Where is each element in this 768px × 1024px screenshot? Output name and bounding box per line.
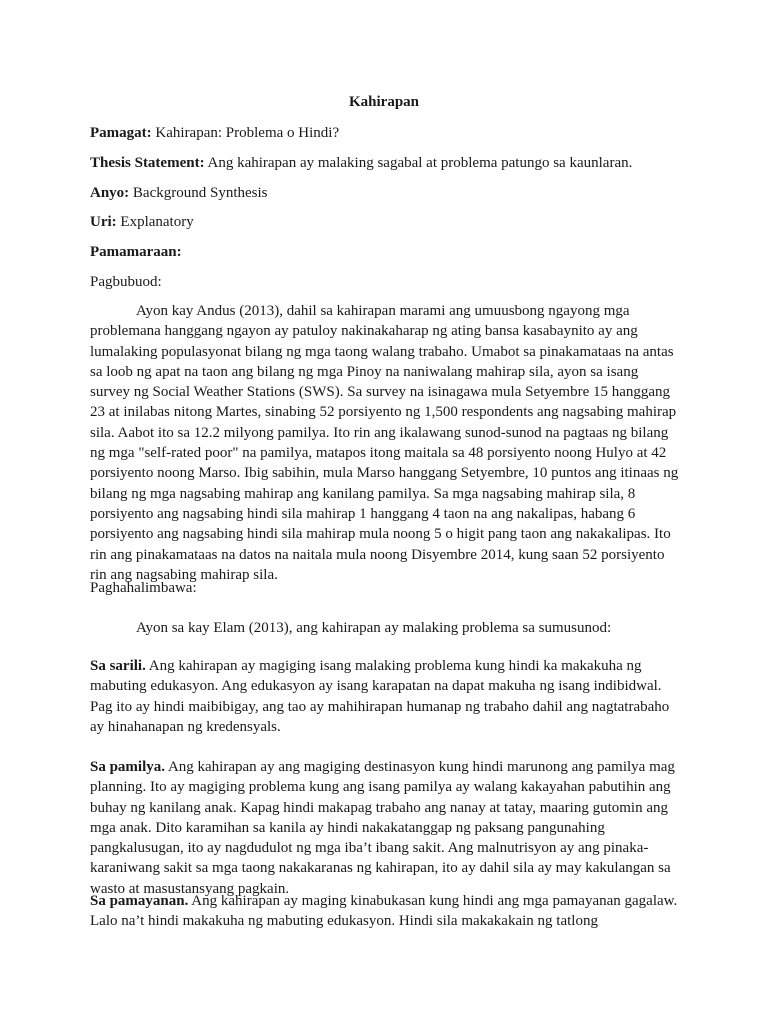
method-heading: Pamamaraan: [90,244,182,260]
summary-paragraph: Ayon kay Andus (2013), dahil sa kahirapan marami ang umuusbong ngayong mga problemana hanggang ngayon ay patuloy nakinakaharap ng ating bansa kasabaynito ay ang lumalaking populasyonat bilang ng mga taong walang trabaho. Umabot sa pinakamataas na antas sa loob ng apat na taon ang bilang ng mga Pinoy na naniwalang mahirap sila, ayon sa isang survey ng Social Weather Stations (SWS). Sa survey na isinagawa mula Setyembre 15 hanggang 23 at inilabas nitong Martes, sinabing 52 porsiyento ng 1,500 respondents ang nagsabing mahirap sila. Aabot ito sa 12.2 milyong pamilya. Ito rin ang ikalawang sunod-sunod na pagtaas ng bilang ng mga "self-rated poor" na pamilya, matapos itong maitala sa 48 porsiyento noong Hulyo at 42 porsiyento noong Marso. Ibig sabihin, mula Marso hanggang Setyembre, 10 puntos ang itinaas ng bilang ng mga nagsabing mahirap ang kanilang pamilya. Sa mga nagsabing mahirap sila, 8 porsiyento ang nagsabing hindi sila mahirap 1 hanggang 4 taon na ang nakalipas, habang 6 porsiyento ang nagsabing hindi sila mahirap mula noong 5 o higit pang taon ang nakakalipas. Ito rin ang pinakamataas na datos na naitala mula noong Disyembre 2014, kung saan 52 porsiyento rin ang nagsabing mahirap sila. [90,303,679,583]
field-pamagat [90,125,339,142]
section-label-paghahalimbawa: Paghahalimbawa: [90,580,197,596]
field-anyo [90,185,268,202]
item-label: Sa pamayanan. [90,893,189,909]
field-uri [90,214,194,231]
item-text: Ang kahirapan ay magiging isang malaking problema kung hindi ka makakuha ng mabuting edukasyon. Ang edukasyon ay isang karapatan na dapat makuha ng isang indibidwal. Pag ito ay hindi maibibigay, ang tao ay mahihirapan humanap ng trabaho dahil ang nagtatrabaho ay hinahanapan ng kredensyals. [90,658,670,735]
item-label: Sa pamilya. [90,759,166,775]
field-thesis-statement [90,155,632,172]
section-label-pagbubuod: Pagbubuod: [90,274,162,290]
field-value: Background Synthesis [129,185,268,201]
field-label: Anyo: [90,185,130,201]
field-label: Pamagat: [90,125,152,141]
document-title: Kahirapan [348,94,420,110]
list-item-sa-sarili [90,656,680,737]
item-text: Ang kahirapan ay maging kinabukasan kung hindi ang mga pamayanan gagalaw. Lalo na’t hindi makakuha ng mabuting edukasyon. Hindi sila makakakain ng tatlong [90,893,678,930]
field-label: Uri: [90,214,117,230]
example-intro: Ayon sa kay Elam (2013), ang kahirapan ay malaking problema sa sumusunod: [136,620,612,636]
field-label: Thesis Statement: [90,155,205,171]
item-label: Sa sarili. [90,658,146,674]
list-item-sa-pamayanan [90,891,680,932]
field-value: Explanatory [116,214,194,230]
field-value: Ang kahirapan ay malaking sagabal at problema patungo sa kaunlaran. [204,155,633,171]
item-text: Ang kahirapan ay ang magiging destinasyon kung hindi marunong ang pamilya mag planning. Ito ay magiging problema kung ang isang pamilya ay walang kakayahan pabutihin ang buhay ng kanilang anak. Kapag hindi makapag trabaho ang nanay at tatay, maaring gutomin ang mga anak. Dito karamihan sa kanila ay hindi nakakatanggap ng paksang pangunahing pangkalusugan, ito ay nagdudulot ng mga iba’t ibang sakit. Ang malnutrisyon ay ang pinaka-karaniwang sakit sa mga taong nakakaranas ng kahirapan, ito ay dahil sila ay may kakulangan sa wasto at masustansyang pagkain. [90,759,675,897]
field-value: Kahirapan: Problema o Hindi? [151,125,340,141]
list-item-sa-pamilya [90,757,680,899]
